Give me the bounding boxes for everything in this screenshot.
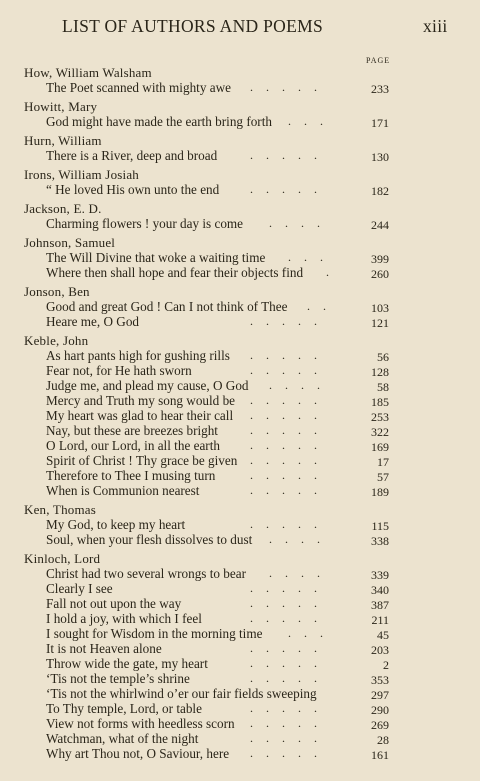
author-heading: Ken, Thomas: [24, 502, 97, 517]
poem-row: [0, 148, 480, 163]
page-number: 297: [371, 688, 389, 702]
leader-dots: .....: [250, 611, 330, 625]
page-number: 290: [371, 703, 389, 717]
page-number: 56: [377, 350, 389, 364]
page-number: 182: [371, 184, 389, 198]
poem-row: [0, 701, 480, 716]
poem-row: [0, 299, 480, 314]
author-heading: Jonson, Ben: [24, 284, 90, 299]
poem-title: ‘Tis not the temple’s shrine: [46, 671, 190, 686]
poem-title: My heart was glad to hear their call: [46, 408, 234, 423]
poem-title: When is Communion nearest: [46, 483, 200, 498]
leader-dots: .....: [250, 746, 330, 760]
poem-row: [0, 453, 480, 468]
poem-row: [0, 656, 480, 671]
poem-title: Charming flowers ! your day is come: [46, 216, 244, 231]
leader-dots: .....: [250, 408, 330, 422]
poem-row: [0, 596, 480, 611]
leader-dots: ..: [307, 299, 339, 313]
leader-dots: ....: [269, 378, 333, 392]
page-number: 269: [371, 718, 389, 732]
leader-dots: ....: [269, 532, 333, 546]
poem-row: [0, 716, 480, 731]
leader-dots: .....: [250, 393, 330, 407]
leader-dots: .....: [250, 314, 330, 328]
poem-title: To Thy temple, Lord, or table: [46, 701, 202, 716]
leader-dots: .....: [250, 148, 330, 162]
poem-row: [0, 114, 480, 129]
leader-dots: ...: [288, 114, 336, 128]
poem-title: Good and great God ! Can I not think of Thee: [46, 299, 288, 314]
page-number: 121: [371, 316, 389, 330]
leader-dots: .....: [250, 716, 330, 730]
page-number: 185: [371, 395, 389, 409]
leader-dots: .....: [250, 453, 330, 467]
page-number: 338: [371, 534, 389, 548]
author-heading: Jackson, E. D.: [24, 201, 102, 216]
leader-dots: .....: [250, 423, 330, 437]
poem-row: [0, 250, 480, 265]
poem-title: Where then shall hope and fear their objects find: [46, 265, 304, 280]
leader-dots: ...: [288, 250, 336, 264]
page-number: 244: [371, 218, 389, 232]
leader-dots: .....: [250, 517, 330, 531]
page-numeral: xiii: [423, 16, 448, 36]
author-heading: Keble, John: [24, 333, 89, 348]
leader-dots: .....: [250, 363, 330, 377]
page-number: 115: [371, 519, 389, 533]
poem-row: [0, 438, 480, 453]
poem-row: [0, 731, 480, 746]
poem-row: [0, 746, 480, 761]
author-heading: Kinloch, Lord: [24, 551, 101, 566]
page-number: 45: [377, 628, 389, 642]
poem-title: View not forms with heedless scorn: [46, 716, 235, 731]
poem-title: Soul, when your flesh dissolves to dust: [46, 532, 253, 547]
leader-dots: .....: [250, 438, 330, 452]
leader-dots: .....: [250, 483, 330, 497]
leader-dots: .: [326, 265, 342, 279]
leader-dots: .....: [250, 596, 330, 610]
poem-title: ‘Tis not the whirlwind o’er our fair fields sweeping: [46, 686, 317, 701]
poem-title: Watchman, what of the night: [46, 731, 199, 746]
leader-dots: .....: [250, 701, 330, 715]
poem-title: Mercy and Truth my song would be: [46, 393, 236, 408]
leader-dots: ....: [269, 216, 333, 230]
page-number: 322: [371, 425, 389, 439]
page-number: 130: [371, 150, 389, 164]
poem-row: [0, 611, 480, 626]
poem-row: [0, 566, 480, 581]
page-number: 233: [371, 82, 389, 96]
poem-title: Judge me, and plead my cause, O God: [46, 378, 249, 393]
page-number: 169: [371, 440, 389, 454]
poem-row: [0, 393, 480, 408]
poem-row: [0, 182, 480, 197]
page-number: 171: [371, 116, 389, 130]
leader-dots: .....: [250, 656, 330, 670]
poem-title: O Lord, our Lord, in all the earth: [46, 438, 220, 453]
poem-row: [0, 265, 480, 280]
page-number: 260: [371, 267, 389, 281]
page-number: 103: [371, 301, 389, 315]
poem-row: [0, 80, 480, 95]
page-number: 353: [371, 673, 389, 687]
page-number: 203: [371, 643, 389, 657]
poem-title: I sought for Wisdom in the morning time: [46, 626, 263, 641]
poem-title: Throw wide the gate, my heart: [46, 656, 208, 671]
poem-title: Why art Thou not, O Saviour, here: [46, 746, 230, 761]
author-heading: Johnson, Samuel: [24, 235, 116, 250]
page-number: 58: [377, 380, 389, 394]
poem-title: The Will Divine that woke a waiting time: [46, 250, 266, 265]
poem-title: Clearly I see: [46, 581, 113, 596]
page-number: 17: [377, 455, 389, 469]
poem-row: [0, 423, 480, 438]
poem-row: [0, 408, 480, 423]
leader-dots: .....: [250, 468, 330, 482]
page-column-label: PAGE: [366, 56, 391, 65]
poem-title: Fear not, for He hath sworn: [46, 363, 192, 378]
page-number: 189: [371, 485, 389, 499]
authors-poems-list: [0, 65, 480, 761]
poem-row: [0, 581, 480, 596]
page-number: 399: [371, 252, 389, 266]
leader-dots: ...: [288, 626, 336, 640]
page-number: 211: [371, 613, 389, 627]
poem-title: Nay, but these are breezes bright: [46, 423, 218, 438]
page-number: 339: [371, 568, 389, 582]
poem-row: [0, 483, 480, 498]
poem-row: [0, 363, 480, 378]
poem-title: “ He loved His own unto the end: [46, 182, 220, 197]
poem-row: [0, 348, 480, 363]
poem-row: [0, 641, 480, 656]
poem-row: [0, 378, 480, 393]
poem-title: My God, to keep my heart: [46, 517, 186, 532]
leader-dots: .....: [250, 731, 330, 745]
page-number: 253: [371, 410, 389, 424]
poem-title: As hart pants high for gushing rills: [46, 348, 230, 363]
poem-title: Christ had two several wrongs to bear: [46, 566, 246, 581]
poem-title: Fall not out upon the way: [46, 596, 182, 611]
leader-dots: .....: [250, 80, 330, 94]
poem-row: [0, 314, 480, 329]
poem-row: [0, 626, 480, 641]
poem-title: Heare me, O God: [46, 314, 140, 329]
author-heading: Hurn, William: [24, 133, 102, 148]
author-heading: Irons, William Josiah: [24, 167, 140, 182]
page-number: 2: [383, 658, 389, 672]
page-title: LIST OF AUTHORS AND POEMS: [62, 16, 323, 36]
poem-row: [0, 468, 480, 483]
author-heading: How, William Walsham: [24, 65, 152, 80]
poem-title: God might have made the earth bring forth: [46, 114, 272, 129]
page-number: 161: [371, 748, 389, 762]
leader-dots: .....: [250, 641, 330, 655]
poem-title: There is a River, deep and broad: [46, 148, 218, 163]
leader-dots: .....: [250, 182, 330, 196]
poem-title: The Poet scanned with mighty awe: [46, 80, 231, 95]
leader-dots: .....: [250, 348, 330, 362]
poem-title: Spirit of Christ ! Thy grace be given: [46, 453, 238, 468]
leader-dots: .....: [250, 671, 330, 685]
page-number: 128: [371, 365, 389, 379]
leader-dots: .....: [250, 581, 330, 595]
poem-title: I hold a joy, with which I feel: [46, 611, 202, 626]
poem-row: [0, 216, 480, 231]
page-number: 387: [371, 598, 389, 612]
poem-row: [0, 532, 480, 547]
poem-row: [0, 517, 480, 532]
poem-title: It is not Heaven alone: [46, 641, 162, 656]
page-number: 340: [371, 583, 389, 597]
poem-row: [0, 671, 480, 686]
poem-row: [0, 686, 480, 701]
poem-title: Therefore to Thee I musing turn: [46, 468, 216, 483]
page-number: 28: [377, 733, 389, 747]
leader-dots: ....: [269, 566, 333, 580]
author-heading: Howitt, Mary: [24, 99, 98, 114]
page-number: 57: [377, 470, 389, 484]
